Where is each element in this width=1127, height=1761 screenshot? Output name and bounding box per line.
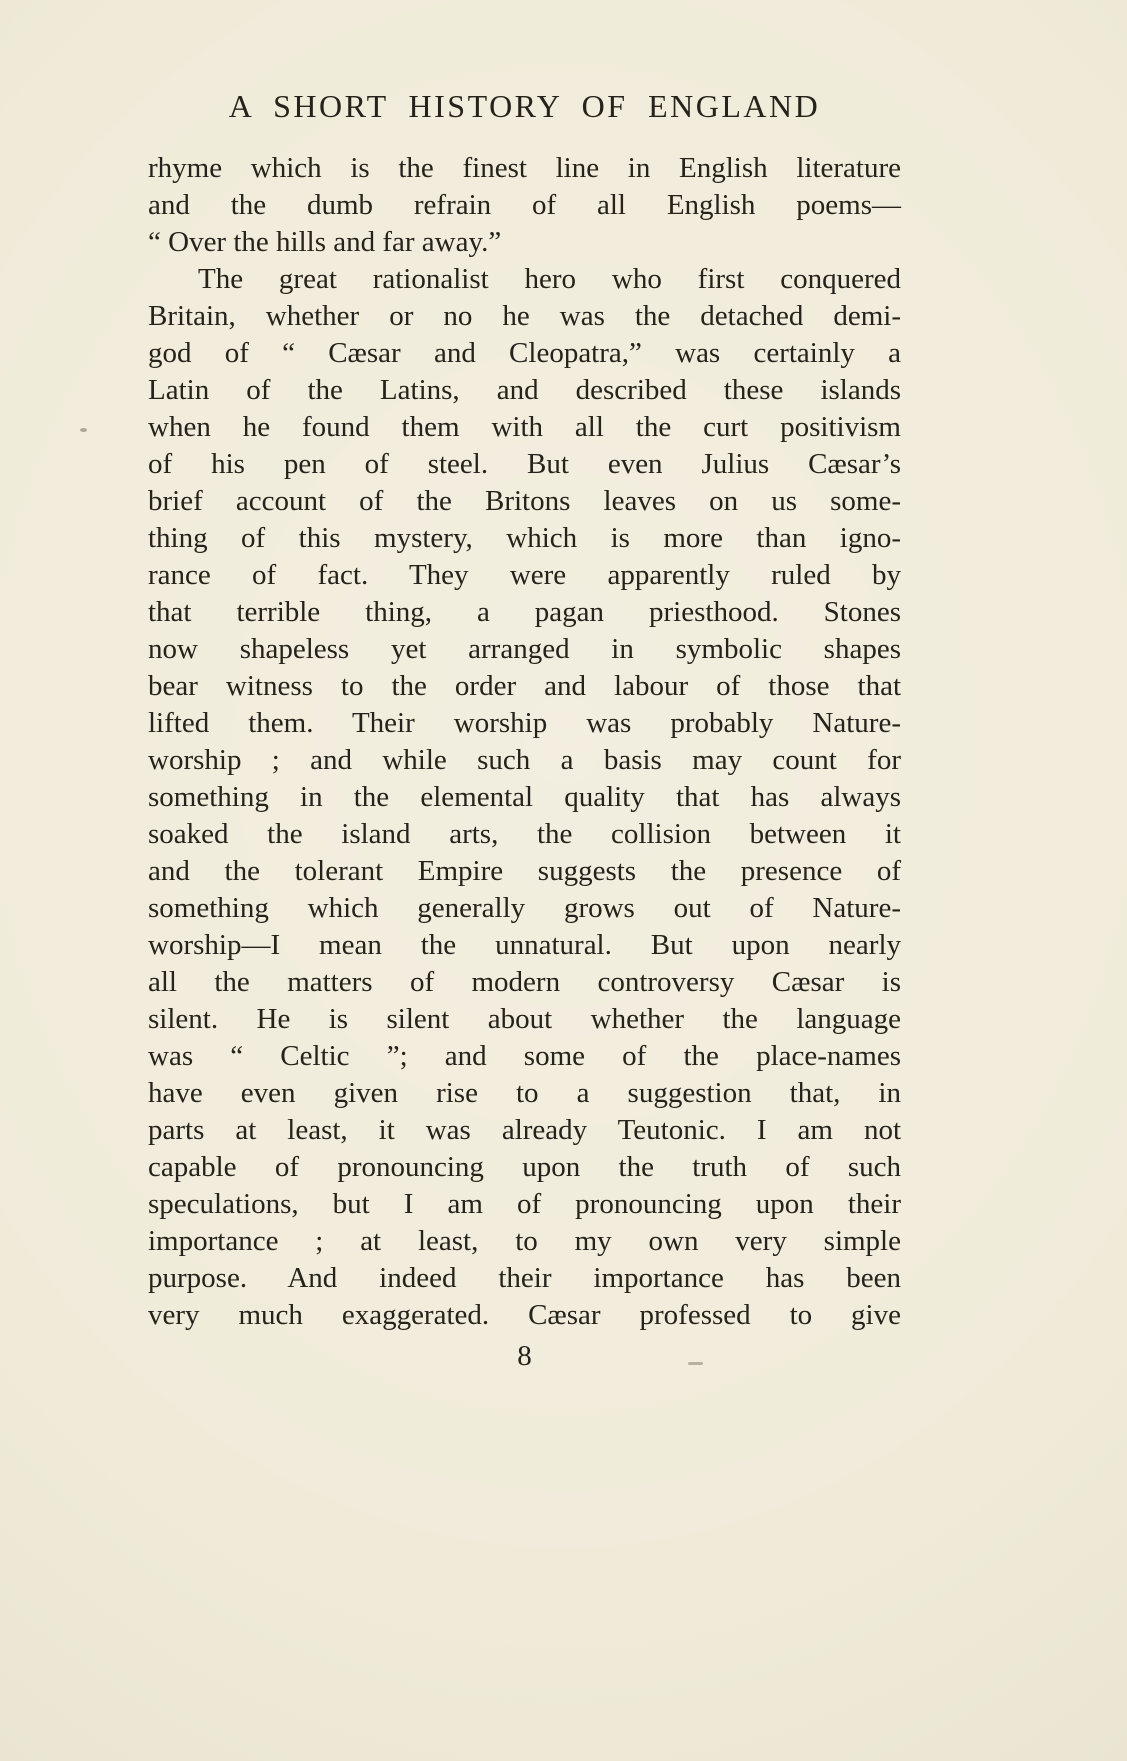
text-line: thing of this mystery, which is more than igno- — [148, 522, 901, 554]
text-line: now shapeless yet arranged in symbolic shapes — [148, 633, 901, 665]
text-line: Britain, whether or no he was the detached demi- — [148, 300, 901, 332]
text-line: worship ; and while such a basis may count for — [148, 744, 901, 776]
text-line: lifted them. Their worship was probably Nature- — [148, 707, 901, 739]
text-line: of his pen of steel. But even Julius Cæsar’s — [148, 448, 901, 480]
text-line: bear witness to the order and labour of those that — [148, 670, 901, 702]
text-line: importance ; at least, to my own very simple — [148, 1225, 901, 1257]
text-line: all the matters of modern controversy Cæsar is — [148, 966, 901, 998]
text-line: something in the elemental quality that has always — [148, 781, 901, 813]
scan-mark-right — [688, 1362, 703, 1365]
text-line: rhyme which is the finest line in English literature — [148, 152, 901, 184]
text-line: and the tolerant Empire suggests the presence of — [148, 855, 901, 887]
text-line: Latin of the Latins, and described these islands — [148, 374, 901, 406]
text-line: silent. He is silent about whether the language — [148, 1003, 901, 1035]
text-line: soaked the island arts, the collision between it — [148, 818, 901, 850]
text-line: capable of pronouncing upon the truth of such — [148, 1151, 901, 1183]
running-head: A SHORT HISTORY OF ENGLAND — [228, 88, 821, 124]
text-line: was “ Celtic ”; and some of the place-names — [148, 1040, 901, 1072]
text-line: when he found them with all the curt positivism — [148, 411, 901, 443]
text-line: speculations, but I am of pronouncing upon their — [148, 1188, 901, 1220]
text-line: purpose. And indeed their importance has been — [148, 1262, 901, 1294]
text-line: parts at least, it was already Teutonic. I am not — [148, 1114, 901, 1146]
page-number: 8 — [517, 1340, 532, 1372]
text-line: and the dumb refrain of all English poems— — [148, 189, 901, 221]
text-line: brief account of the Britons leaves on us some- — [148, 485, 901, 517]
paragraph — [148, 261, 901, 1334]
text-line: something which generally grows out of Nature- — [148, 892, 901, 924]
text-line: “ Over the hills and far away.” — [148, 226, 502, 258]
text-line: have even given rise to a suggestion that, in — [148, 1077, 901, 1109]
paragraph — [148, 150, 901, 261]
text-line: very much exaggerated. Cæsar professed to give — [148, 1299, 901, 1331]
text-line: The great rationalist hero who first conquered — [198, 263, 901, 295]
text-block — [148, 150, 901, 1334]
text-line: that terrible thing, a pagan priesthood. Stones — [148, 596, 901, 628]
text-line: worship—I mean the unnatural. But upon nearly — [148, 929, 901, 961]
scan-mark-left — [80, 428, 87, 432]
text-line: god of “ Cæsar and Cleopatra,” was certainly a — [148, 337, 901, 369]
text-line: rance of fact. They were apparently ruled by — [148, 559, 901, 591]
